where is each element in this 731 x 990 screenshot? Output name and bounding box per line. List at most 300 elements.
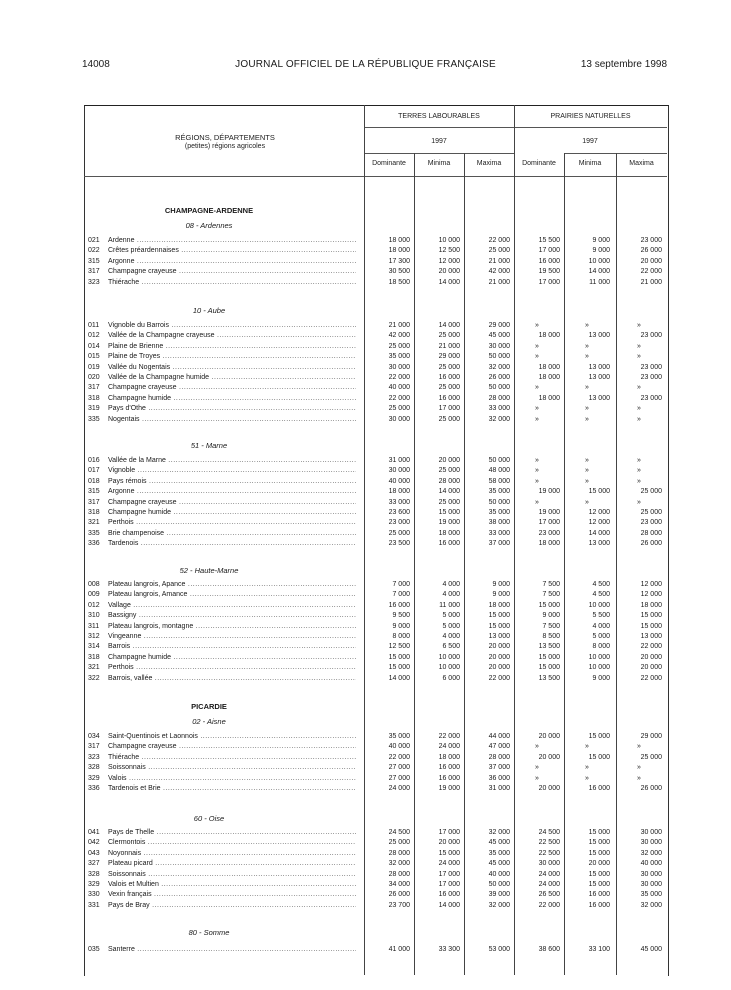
region-name: Vallée de la Marne ..... xyxy=(108,456,356,466)
value-cell: 16 000 xyxy=(438,764,460,772)
value-cell: 9 000 xyxy=(492,581,510,588)
table-row xyxy=(84,601,667,611)
region-code: 317 xyxy=(88,498,100,506)
region-name: Barrois, vallée ..... xyxy=(108,674,356,684)
value-cell: 20 000 xyxy=(588,860,610,868)
value-cell: 14 000 xyxy=(438,278,460,286)
value-cell: 25 000 xyxy=(438,467,460,475)
value-cell: 11 000 xyxy=(589,278,610,286)
value-cell: 25 000 xyxy=(388,342,410,350)
value-cell: 15 000 xyxy=(538,653,560,661)
value-cell: 22 000 xyxy=(488,674,510,682)
table-row xyxy=(84,784,667,794)
value-cell: 19 000 xyxy=(538,488,560,496)
value-cell: 18 000 xyxy=(388,237,410,244)
value-cell: 18 000 xyxy=(538,332,560,340)
region-name: Vexin français ..... xyxy=(108,890,356,900)
region-name: Vignoble ..... xyxy=(108,466,356,476)
value-cell: 14 000 xyxy=(588,268,610,276)
value-cell: 53 000 xyxy=(488,946,510,953)
value-cell: 50 000 xyxy=(488,881,510,888)
table-row xyxy=(84,580,667,590)
value-cell: 28 000 xyxy=(488,753,510,761)
value-cell: 31 000 xyxy=(388,457,410,464)
value-cell: 25 000 xyxy=(438,363,460,371)
region-name: Saint-Quentinois et Laonnois ..... xyxy=(108,732,356,742)
value-cell: 32 000 xyxy=(488,901,510,909)
value-cell: 12 500 xyxy=(388,643,410,651)
region-code: 021 xyxy=(88,237,100,244)
value-cell: 28 000 xyxy=(388,870,410,878)
table-row xyxy=(84,257,667,267)
value-cell: 12 000 xyxy=(640,581,662,588)
value-cell: 4 000 xyxy=(592,622,610,630)
value-cell: 32 000 xyxy=(488,829,510,836)
value-cell: 20 000 xyxy=(488,653,510,661)
value-cell: 10 000 xyxy=(588,601,610,609)
table-row xyxy=(84,742,667,752)
value-cell: 20 000 xyxy=(438,268,460,276)
value-cell: 13 000 xyxy=(588,540,610,548)
region-name: Valois ..... xyxy=(108,774,356,784)
value-cell: 15 000 xyxy=(388,664,410,672)
value-cell: 25 000 xyxy=(388,839,410,847)
value-cell: » xyxy=(535,415,539,423)
value-cell: 17 000 xyxy=(438,881,460,888)
value-cell: » xyxy=(585,405,589,413)
region-name: Vallée de la Champagne humide ..... xyxy=(108,373,356,383)
value-cell: 32 000 xyxy=(640,849,662,857)
value-cell: 22 500 xyxy=(538,839,560,847)
value-cell: 15 000 xyxy=(588,829,610,836)
table-row xyxy=(84,859,667,869)
value-cell: 35 000 xyxy=(388,733,410,740)
col-dominante: Dominante xyxy=(372,160,406,167)
value-cell: 26 000 xyxy=(488,374,510,381)
value-cell: 18 000 xyxy=(438,753,460,761)
region-name: Plateau langrois, montagne ..... xyxy=(108,622,356,632)
region-code: 019 xyxy=(88,363,100,371)
region-code: 336 xyxy=(88,785,100,792)
value-cell: 8 000 xyxy=(392,633,410,640)
value-cell: 28 000 xyxy=(438,477,460,485)
region-name: Tardenois et Brie ..... xyxy=(108,784,356,794)
value-cell: 48 000 xyxy=(488,467,510,475)
value-cell: 14 000 xyxy=(438,901,460,909)
region-name: Plaine de Brienne ..... xyxy=(108,342,356,352)
value-cell: 5 500 xyxy=(592,612,610,620)
region-name: Pays de Thelle ..... xyxy=(108,828,356,838)
region-name: Pays rémois ..... xyxy=(108,477,356,487)
value-cell: 15 000 xyxy=(588,849,610,857)
value-cell: 50 000 xyxy=(488,353,510,361)
department-heading: 80 - Somme xyxy=(188,928,230,937)
col-minima: Minima xyxy=(578,160,602,167)
table-row xyxy=(84,945,667,955)
value-cell: 19 000 xyxy=(538,509,560,516)
value-cell: 30 000 xyxy=(388,363,410,371)
value-cell: » xyxy=(585,342,589,350)
region-code: 041 xyxy=(88,829,100,836)
value-cell: 50 000 xyxy=(488,457,510,464)
region-name: Champagne humide ..... xyxy=(108,394,356,404)
value-cell: 32 000 xyxy=(640,901,662,909)
value-cell: » xyxy=(637,415,641,423)
value-cell: 24 500 xyxy=(388,829,410,836)
region-name: Vignoble du Barrois ..... xyxy=(108,321,356,331)
value-cell: 10 000 xyxy=(588,664,610,672)
value-cell: 32 000 xyxy=(488,415,510,423)
table-row xyxy=(84,590,667,600)
value-cell: 36 000 xyxy=(488,774,510,782)
value-cell: 25 000 xyxy=(388,529,410,537)
value-cell: 15 500 xyxy=(538,237,560,244)
value-cell: 27 000 xyxy=(388,774,410,782)
value-cell: 24 000 xyxy=(438,860,460,868)
value-cell: 23 000 xyxy=(538,529,560,537)
value-cell: 9 000 xyxy=(592,237,610,244)
value-cell: 25 000 xyxy=(640,509,662,516)
region-code: 321 xyxy=(88,519,100,527)
value-cell: 35 000 xyxy=(488,488,510,496)
table-row xyxy=(84,246,667,256)
value-cell: 20 000 xyxy=(538,785,560,792)
value-cell: 42 000 xyxy=(488,268,510,276)
region-code: 310 xyxy=(88,612,100,620)
region-name: Valois et Multien ..... xyxy=(108,880,356,890)
value-cell: 22 000 xyxy=(640,674,662,682)
value-cell: » xyxy=(585,743,589,751)
value-cell: 31 000 xyxy=(488,785,510,792)
value-cell: 4 500 xyxy=(592,581,610,588)
value-cell: 33 000 xyxy=(488,529,510,537)
department-heading: 60 - Oise xyxy=(193,814,225,823)
table-row xyxy=(84,342,667,352)
value-cell: 21 000 xyxy=(488,278,510,286)
value-cell: » xyxy=(637,467,641,475)
value-cell: 26 000 xyxy=(640,785,662,792)
region-code: 319 xyxy=(88,405,100,413)
value-cell: » xyxy=(535,405,539,413)
value-cell: » xyxy=(637,384,641,392)
value-cell: » xyxy=(535,774,539,782)
value-cell: 30 000 xyxy=(640,870,662,878)
value-cell: 9 000 xyxy=(492,591,510,599)
value-cell: 15 000 xyxy=(538,601,560,609)
region-name: Santerre ..... xyxy=(108,945,356,955)
value-cell: 32 000 xyxy=(488,363,510,371)
table-row xyxy=(84,278,667,288)
region-code: 329 xyxy=(88,774,100,782)
value-cell: » xyxy=(637,764,641,772)
value-cell: 23 000 xyxy=(640,363,662,371)
value-cell: 23 000 xyxy=(640,519,662,527)
value-cell: 21 000 xyxy=(388,322,410,329)
value-cell: 24 500 xyxy=(538,829,560,836)
value-cell: » xyxy=(637,353,641,361)
value-cell: 18 000 xyxy=(538,540,560,548)
group-terres: TERRES LABOURABLES xyxy=(398,113,480,120)
value-cell: 4 500 xyxy=(592,591,610,599)
value-cell: 38 600 xyxy=(538,946,560,953)
region-code: 314 xyxy=(88,643,100,651)
value-cell: 29 000 xyxy=(640,733,662,740)
value-cell: » xyxy=(637,477,641,485)
value-cell: 22 000 xyxy=(438,733,460,740)
value-cell: 22 000 xyxy=(388,753,410,761)
region-code: 018 xyxy=(88,477,100,485)
region-name: Thiérache ..... xyxy=(108,278,356,288)
value-cell: 20 000 xyxy=(438,839,460,847)
value-cell: 16 000 xyxy=(588,901,610,909)
value-cell: 47 000 xyxy=(488,743,510,751)
value-cell: 16 000 xyxy=(438,374,460,381)
value-cell: 7 500 xyxy=(542,591,560,599)
header-bottom-rule xyxy=(84,176,667,177)
region-code: 311 xyxy=(88,622,100,630)
table-row xyxy=(84,849,667,859)
table-row xyxy=(84,352,667,362)
region-code: 312 xyxy=(88,633,100,640)
value-cell: 15 000 xyxy=(640,612,662,620)
region-code: 335 xyxy=(88,529,100,537)
value-cell: 20 000 xyxy=(538,753,560,761)
journal-title: JOURNAL OFFICIEL DE LA RÉPUBLIQUE FRANÇAISE xyxy=(235,59,496,70)
department-heading: 52 - Haute-Marne xyxy=(179,566,239,575)
col-dominante: Dominante xyxy=(522,160,556,167)
value-cell: 15 000 xyxy=(588,839,610,847)
value-cell: 14 000 xyxy=(438,322,460,329)
table-row xyxy=(84,477,667,487)
table-row xyxy=(84,753,667,763)
page-number: 14008 xyxy=(82,59,110,70)
table-row xyxy=(84,642,667,652)
table-row xyxy=(84,236,667,246)
table-row xyxy=(84,663,667,673)
value-cell: 13 000 xyxy=(588,374,610,381)
region-name: Nogentais ..... xyxy=(108,415,356,425)
region-code: 317 xyxy=(88,384,100,392)
value-cell: 24 000 xyxy=(538,881,560,888)
region-code: 015 xyxy=(88,353,100,361)
table-row xyxy=(84,838,667,848)
department-heading: 08 - Ardennes xyxy=(185,221,233,230)
value-cell: 7 500 xyxy=(542,622,560,630)
value-cell: 30 000 xyxy=(488,342,510,350)
value-cell: 25 000 xyxy=(438,498,460,506)
value-cell: 9 000 xyxy=(392,622,410,630)
value-cell: » xyxy=(535,477,539,485)
region-name: Champagne crayeuse ..... xyxy=(108,267,356,277)
region-name: Plateau picard ..... xyxy=(108,859,356,869)
table-row xyxy=(84,870,667,880)
table-row xyxy=(84,498,667,508)
value-cell: 4 000 xyxy=(442,581,460,588)
table-row xyxy=(84,487,667,497)
region-name: Pays de Bray ..... xyxy=(108,901,356,911)
region-code: 009 xyxy=(88,591,100,599)
value-cell: 7 000 xyxy=(392,581,410,588)
value-cell: 25 000 xyxy=(438,384,460,392)
value-cell: 30 000 xyxy=(538,860,560,868)
value-cell: » xyxy=(535,764,539,772)
value-cell: » xyxy=(585,498,589,506)
value-cell: 16 000 xyxy=(588,785,610,792)
value-cell: 10 000 xyxy=(438,653,460,661)
value-cell: 15 000 xyxy=(588,488,610,496)
value-cell: 18 000 xyxy=(538,374,560,381)
value-cell: 34 000 xyxy=(388,881,410,888)
region-code: 318 xyxy=(88,509,100,516)
table-row xyxy=(84,901,667,911)
region-code: 017 xyxy=(88,467,100,475)
value-cell: 15 000 xyxy=(588,881,610,888)
value-cell: 50 000 xyxy=(488,384,510,392)
table-row xyxy=(84,383,667,393)
region-name: Champagne crayeuse ..... xyxy=(108,498,356,508)
value-cell: 14 000 xyxy=(438,488,460,496)
value-cell: » xyxy=(535,498,539,506)
department-heading: 02 - Aisne xyxy=(192,717,226,726)
value-cell: 20 000 xyxy=(488,643,510,651)
value-cell: 19 000 xyxy=(438,785,460,792)
region-code: 042 xyxy=(88,839,100,847)
value-cell: » xyxy=(535,342,539,350)
value-cell: 38 000 xyxy=(488,519,510,527)
value-cell: 28 000 xyxy=(488,394,510,402)
value-cell: 8 500 xyxy=(542,633,560,640)
table-row xyxy=(84,611,667,621)
value-cell: 21 000 xyxy=(640,278,662,286)
value-cell: 32 000 xyxy=(388,860,410,868)
value-cell: 14 000 xyxy=(588,529,610,537)
region-name: Plaine de Troyes ..... xyxy=(108,352,356,362)
value-cell: 8 000 xyxy=(592,643,610,651)
value-cell: 13 000 xyxy=(488,633,510,640)
value-cell: 40 000 xyxy=(488,870,510,878)
value-cell: 25 000 xyxy=(488,247,510,255)
region-code: 321 xyxy=(88,664,100,672)
value-cell: 30 000 xyxy=(388,415,410,423)
region-code: 318 xyxy=(88,653,100,661)
value-cell: 20 000 xyxy=(488,664,510,672)
region-name: Vallée du Nogentais ..... xyxy=(108,363,356,373)
value-cell: 18 000 xyxy=(538,363,560,371)
region-name: Bassigny ..... xyxy=(108,611,356,621)
value-cell: » xyxy=(585,322,589,329)
table-row xyxy=(84,321,667,331)
value-cell: 40 000 xyxy=(388,743,410,751)
value-cell: » xyxy=(535,322,539,329)
value-cell: 58 000 xyxy=(488,477,510,485)
value-cell: 23 500 xyxy=(388,540,410,548)
region-name: Argonne ..... xyxy=(108,257,356,267)
table-row xyxy=(84,404,667,414)
region-name: Barrois ..... xyxy=(108,642,356,652)
value-cell: » xyxy=(535,353,539,361)
table-row xyxy=(84,456,667,466)
value-cell: 22 000 xyxy=(388,394,410,402)
value-cell: 25 000 xyxy=(640,753,662,761)
region-code: 330 xyxy=(88,891,100,899)
value-cell: » xyxy=(535,384,539,392)
table-row xyxy=(84,539,667,549)
value-cell: 15 000 xyxy=(488,622,510,630)
value-cell: 9 000 xyxy=(592,247,610,255)
value-cell: 12 000 xyxy=(438,257,460,265)
value-cell: 19 000 xyxy=(438,519,460,527)
value-cell: 20 000 xyxy=(538,733,560,740)
region-code: 043 xyxy=(88,849,100,857)
value-cell: 5 000 xyxy=(442,612,460,620)
value-cell: 14 000 xyxy=(388,674,410,682)
col-minima: Minima xyxy=(427,160,451,167)
region-name: Plateau langrois, Apance ..... xyxy=(108,580,356,590)
value-cell: 40 000 xyxy=(388,477,410,485)
value-cell: » xyxy=(585,764,589,772)
value-cell: » xyxy=(535,743,539,751)
value-cell: » xyxy=(637,743,641,751)
value-cell: 15 000 xyxy=(438,509,460,516)
value-cell: 16 000 xyxy=(438,540,460,548)
value-cell: 27 000 xyxy=(388,764,410,772)
value-cell: 35 000 xyxy=(640,891,662,899)
value-cell: 13 000 xyxy=(640,633,662,640)
region-name: Brie champenoise ..... xyxy=(108,529,356,539)
value-cell: 30 000 xyxy=(640,839,662,847)
value-cell: 10 000 xyxy=(438,664,460,672)
value-cell: » xyxy=(535,457,539,464)
value-cell: 18 000 xyxy=(538,394,560,402)
value-cell: 29 000 xyxy=(488,322,510,329)
region-code: 022 xyxy=(88,247,100,255)
value-cell: 5 000 xyxy=(442,622,460,630)
value-cell: 4 000 xyxy=(442,591,460,599)
regions-label: RÉGIONS, DÉPARTEMENTS xyxy=(175,133,275,142)
region-name: Champagne humide ..... xyxy=(108,508,356,518)
region-name: Soissonnais ..... xyxy=(108,763,356,773)
region-name: Argonne ..... xyxy=(108,487,356,497)
value-cell: 22 000 xyxy=(538,901,560,909)
value-cell: 25 000 xyxy=(640,488,662,496)
value-cell: 50 000 xyxy=(488,498,510,506)
value-cell: 5 000 xyxy=(592,633,610,640)
header-divider xyxy=(364,127,667,128)
region-heading: CHAMPAGNE-ARDENNE xyxy=(164,206,254,215)
value-cell: 22 500 xyxy=(538,849,560,857)
value-cell: 45 000 xyxy=(488,332,510,340)
value-cell: 15 000 xyxy=(588,753,610,761)
value-cell: 18 000 xyxy=(488,601,510,609)
table-row xyxy=(84,674,667,684)
value-cell: 18 000 xyxy=(388,247,410,255)
value-cell: » xyxy=(585,774,589,782)
region-code: 016 xyxy=(88,457,100,464)
table-row xyxy=(84,508,667,518)
table-row xyxy=(84,828,667,838)
value-cell: 45 000 xyxy=(488,839,510,847)
region-name: Perthois ..... xyxy=(108,518,356,528)
table-row xyxy=(84,653,667,663)
value-cell: 17 000 xyxy=(538,278,560,286)
value-cell: 13 000 xyxy=(588,332,610,340)
value-cell: 23 000 xyxy=(640,237,662,244)
value-cell: 23 000 xyxy=(640,394,662,402)
region-code: 012 xyxy=(88,601,100,609)
value-cell: 16 000 xyxy=(538,257,560,265)
region-code: 327 xyxy=(88,860,100,868)
value-cell: 15 000 xyxy=(488,612,510,620)
